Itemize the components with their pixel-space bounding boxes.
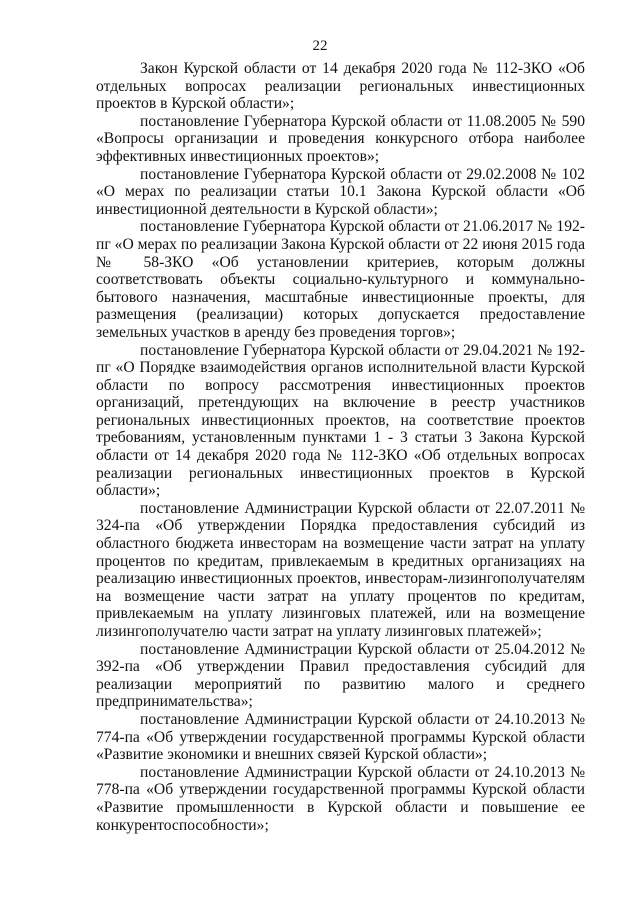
paragraph: постановление Администрации Курской области от 25.04.2012 № 392-па «Об утверждении Правил предоставления субсидий для реализации мероприятий по развитию малого и среднего предпринимательства»; — [96, 640, 585, 711]
paragraph: постановление Администрации Курской области от 24.10.2013 № 778-па «Об утверждении государственной программы Курской области «Развитие промышленности в Курской области и повышение ее конкурентоспособности»; — [96, 763, 585, 834]
paragraph: постановление Администрации Курской области от 22.07.2011 № 324-па «Об утверждении Порядка предоставления субсидий из областного бюджета инвесторам на возмещение части затрат на уплату процентов по кредитам, привлекаемым в кредитных организациях на реализацию инвестиционных проектов, инвесторам-лизингополучателям на возмещение части затрат на уплату процентов по кредитам, привлекаемым на уплату лизинговых платежей, или на возмещение лизингополучателю части затрат на уплату лизинговых платежей»; — [96, 499, 585, 640]
page-number: 22 — [312, 38, 328, 54]
paragraph: постановление Губернатора Курской области от 21.06.2017 № 192-пг «О мерах по реализации Закона Курской области от 22 июня 2015 года № 58-ЗКО «Об установлении критериев, которым должны соответствовать объекты социально-культурного и коммунально-бытового назначения, масштабные инвестиционные проекты, для размещения (реализации) которых допускается предоставление земельных участков в аренду без проведения торгов»; — [96, 218, 585, 341]
document-body — [96, 60, 585, 834]
paragraph: постановление Администрации Курской области от 24.10.2013 № 774-па «Об утверждении государственной программы Курской области «Развитие экономики и внешних связей Курской области»; — [96, 710, 585, 764]
paragraph: постановление Губернатора Курской области от 11.08.2005 № 590 «Вопросы организации и проведения конкурсного отбора наиболее эффективных инвестиционных проектов»; — [96, 112, 585, 165]
paragraph: Закон Курской области от 14 декабря 2020 года № 112-ЗКО «Об отдельных вопросах реализации региональных инвестиционных проектов в Курской области»; — [96, 60, 585, 113]
paragraph: постановление Губернатора Курской области от 29.04.2021 № 192-пг «О Порядке взаимодействия органов исполнительной власти Курской области по вопросу рассмотрения инвестиционных проектов организаций, претендующих на включение в реестр участников региональных инвестиционных проектов, на соответствие проектов требованиям, установленным пунктами 1 - 3 статьи 3 Закона Курской области от 14 декабря 2020 года № 112-ЗКО «Об отдельных вопросах реализации региональных инвестиционных проектов в Курской области»; — [96, 341, 585, 500]
paragraph: постановление Губернатора Курской области от 29.02.2008 № 102 «О мерах по реализации статьи 10.1 Закона Курской области «Об инвестиционной деятельности в Курской области»; — [96, 165, 585, 218]
